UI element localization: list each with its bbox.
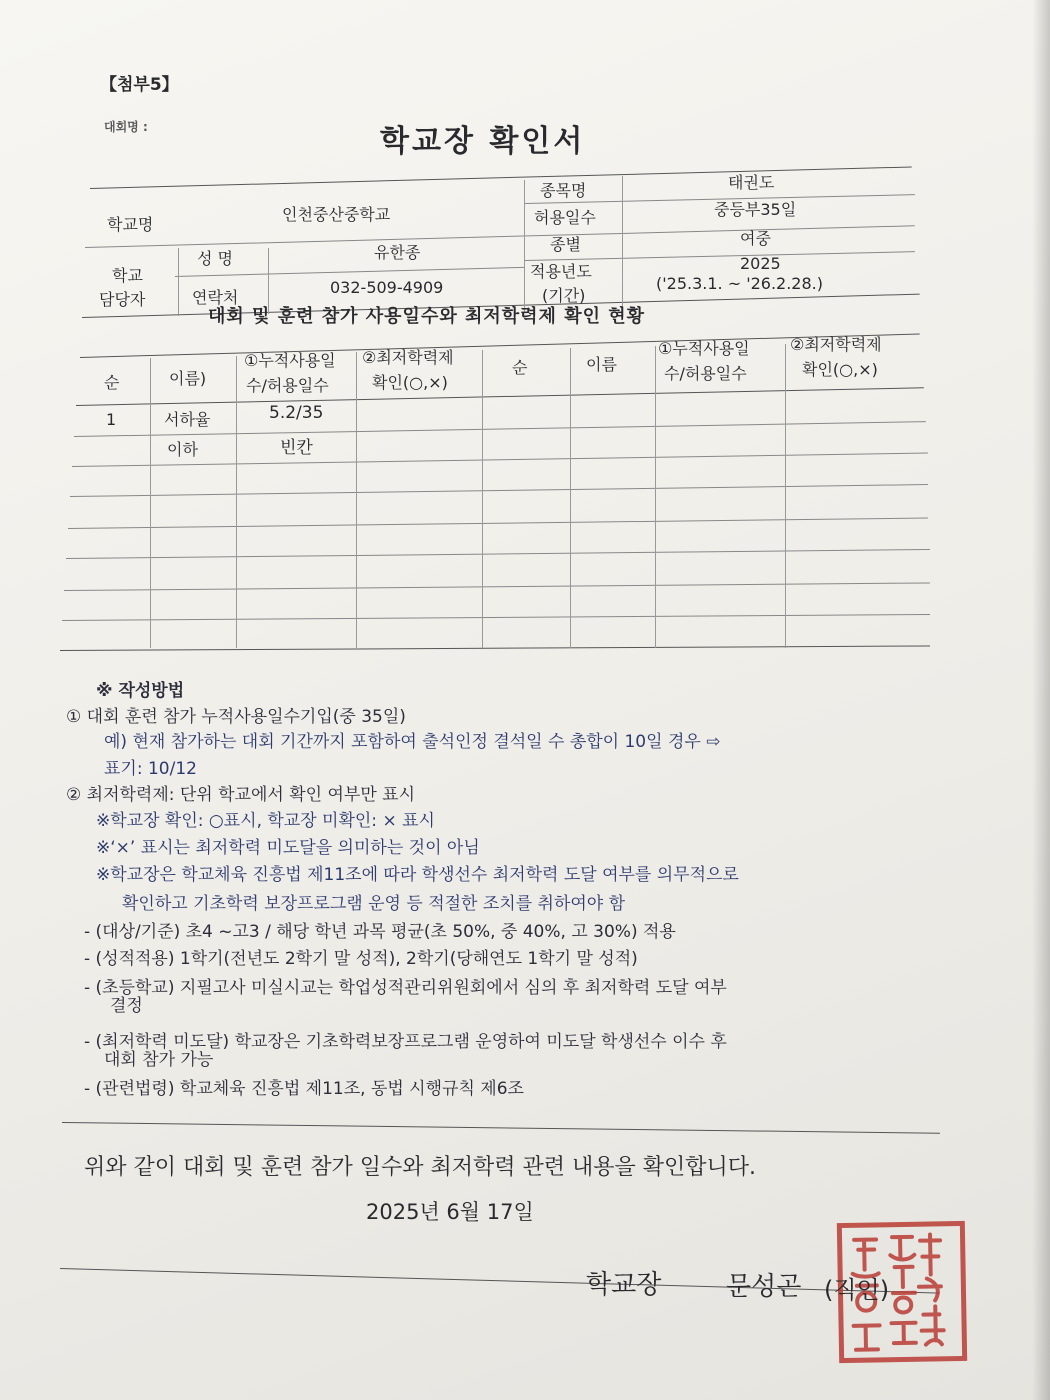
instruction-example: 예) 현재 참가하는 대회 기간까지 포함하여 출석인정 결석일 수 총합이 10일 경우 ⇨ <box>104 732 721 752</box>
name-label: 성 명 <box>197 249 233 268</box>
instruction-dash: 대회 참가 가능 <box>104 1050 214 1070</box>
attachment-label: 【첨부5】 <box>100 75 179 95</box>
page-edge-shadow <box>1032 0 1050 1400</box>
table-col-line <box>150 358 151 648</box>
instruction-dash: - (관련법령) 학교체육 진흥법 제11조, 동법 시행규칙 제6조 <box>84 1079 524 1099</box>
table-line <box>62 614 930 621</box>
instruction-dash: - (대상/기준) 초4 ~고3 / 해당 학년 과목 평균(초 50%, 중 40%, 고 30%) 적용 <box>84 922 676 942</box>
header-used: 수/허용일수 <box>246 376 329 395</box>
instruction-dash: - (초등학교) 지필고사 미실시교는 학업성적관리위원회에서 심의 후 최저학력 도달 여부 <box>84 978 727 998</box>
header-name-right: 이름 <box>586 355 617 374</box>
divider-line <box>62 1122 940 1134</box>
row-no: 1 <box>106 410 117 429</box>
header-min: ②최저학력제 <box>362 348 454 367</box>
table-col-line <box>482 350 483 648</box>
year-label: 적용년도 <box>530 262 592 281</box>
school-label: 학교명 <box>107 215 154 234</box>
period-value: ('25.3.1. ~ '26.2.28.) <box>656 274 823 293</box>
instruction-note: ※‘×’ 표시는 최저학력 미도달을 의미하는 것이 아님 <box>96 838 480 858</box>
row-used: 5.2/35 <box>269 403 324 423</box>
header-min-right: ②최저학력제 <box>790 335 882 354</box>
table-col-line <box>570 348 571 648</box>
info-col-line <box>622 176 623 308</box>
school-value: 인천중산중학교 <box>282 205 391 224</box>
manager-label: 학교 <box>112 266 143 285</box>
instruction-dash: 결정 <box>110 996 143 1016</box>
header-used: ①누적사용일 <box>244 351 336 370</box>
header-no: 순 <box>104 373 120 392</box>
confirm-statement: 위와 같이 대회 및 훈련 참가 일수와 최저학력 관련 내용을 확인합니다. <box>84 1155 756 1180</box>
instruction-dash: - (성적적용) 1학기(전년도 2학기 말 성적), 2학기(당해연도 1학기 말 성적) <box>84 949 638 969</box>
allowed-days-label: 허용일수 <box>534 208 596 227</box>
info-col-line <box>178 248 179 316</box>
manager-label: 담당자 <box>99 290 146 309</box>
table-line <box>70 484 928 497</box>
instructions-heading: ※ 작성방법 <box>96 681 185 701</box>
contact-label: 연락처 <box>192 288 239 307</box>
info-line <box>85 225 915 248</box>
table-line <box>60 645 930 651</box>
row-name: 서하율 <box>164 410 211 429</box>
table-line <box>68 517 928 529</box>
sport-value: 태권도 <box>728 173 775 192</box>
instruction-note: 확인하고 기초학력 보장프로그램 운영 등 적절한 조치를 취하여야 함 <box>122 894 626 914</box>
header-min-right: 확인(○,×) <box>802 360 878 379</box>
period-label: (기간) <box>542 286 586 305</box>
allowed-days-value: 중등부35일 <box>714 200 797 219</box>
table-col-line <box>785 344 786 648</box>
row-used: 빈칸 <box>280 438 313 458</box>
section-title: 대회 및 훈련 참가 사용일수와 최저학력제 확인 현황 <box>208 306 646 327</box>
table-col-line <box>236 356 237 648</box>
category-label: 종별 <box>550 235 581 254</box>
instruction-item: ① 대회 훈련 참가 누적사용일수기입(중 35일) <box>66 707 406 727</box>
table-col-line <box>356 352 357 648</box>
page-title: 학교장 확인서 <box>380 124 586 159</box>
instruction-item: ② 최저학력제: 단위 학교에서 확인 여부만 표시 <box>66 785 415 805</box>
header-name: 이름) <box>169 369 207 388</box>
table-col-line <box>655 346 656 648</box>
header-used-right: 수/허용일수 <box>664 364 747 383</box>
sport-label: 종목명 <box>540 181 587 200</box>
instruction-dash: - (최저학력 미도달) 학교장은 기초학력보장프로그램 운영하여 미도달 학생선수 이수 후 <box>84 1032 727 1052</box>
row-name: 이하 <box>167 440 198 459</box>
category-value: 여중 <box>740 229 771 248</box>
seal-mark-label: (직인) <box>824 1276 890 1304</box>
contest-name-label: 대회명 : <box>104 120 148 134</box>
year-value: 2025 <box>740 254 781 273</box>
header-no-right: 순 <box>512 358 528 377</box>
table-line <box>72 453 928 467</box>
table-line <box>64 582 930 591</box>
header-min: 확인(○,×) <box>372 373 448 392</box>
instruction-note: ※학교장 확인: ○표시, 학교장 미확인: × 표시 <box>96 811 435 831</box>
instruction-note: ※학교장은 학교체육 진흥법 제11조에 따라 학생선수 최저학력 도달 여부를 의무적으로 <box>96 865 739 885</box>
info-col-line <box>524 180 525 312</box>
info-line <box>90 166 912 189</box>
table-line <box>76 387 924 406</box>
signature-line <box>60 1268 940 1294</box>
confirm-date: 2025년 6월 17일 <box>366 1200 534 1224</box>
signer-role: 학교장 <box>586 1270 662 1300</box>
table-line <box>66 549 930 559</box>
signer-name: 문성곤 <box>726 1272 802 1302</box>
contact-value: 032-509-4909 <box>330 278 444 297</box>
name-value: 유한종 <box>374 243 421 262</box>
header-used-right: ①누적사용일 <box>658 339 750 358</box>
instruction-example: 표기: 10/12 <box>104 759 197 779</box>
